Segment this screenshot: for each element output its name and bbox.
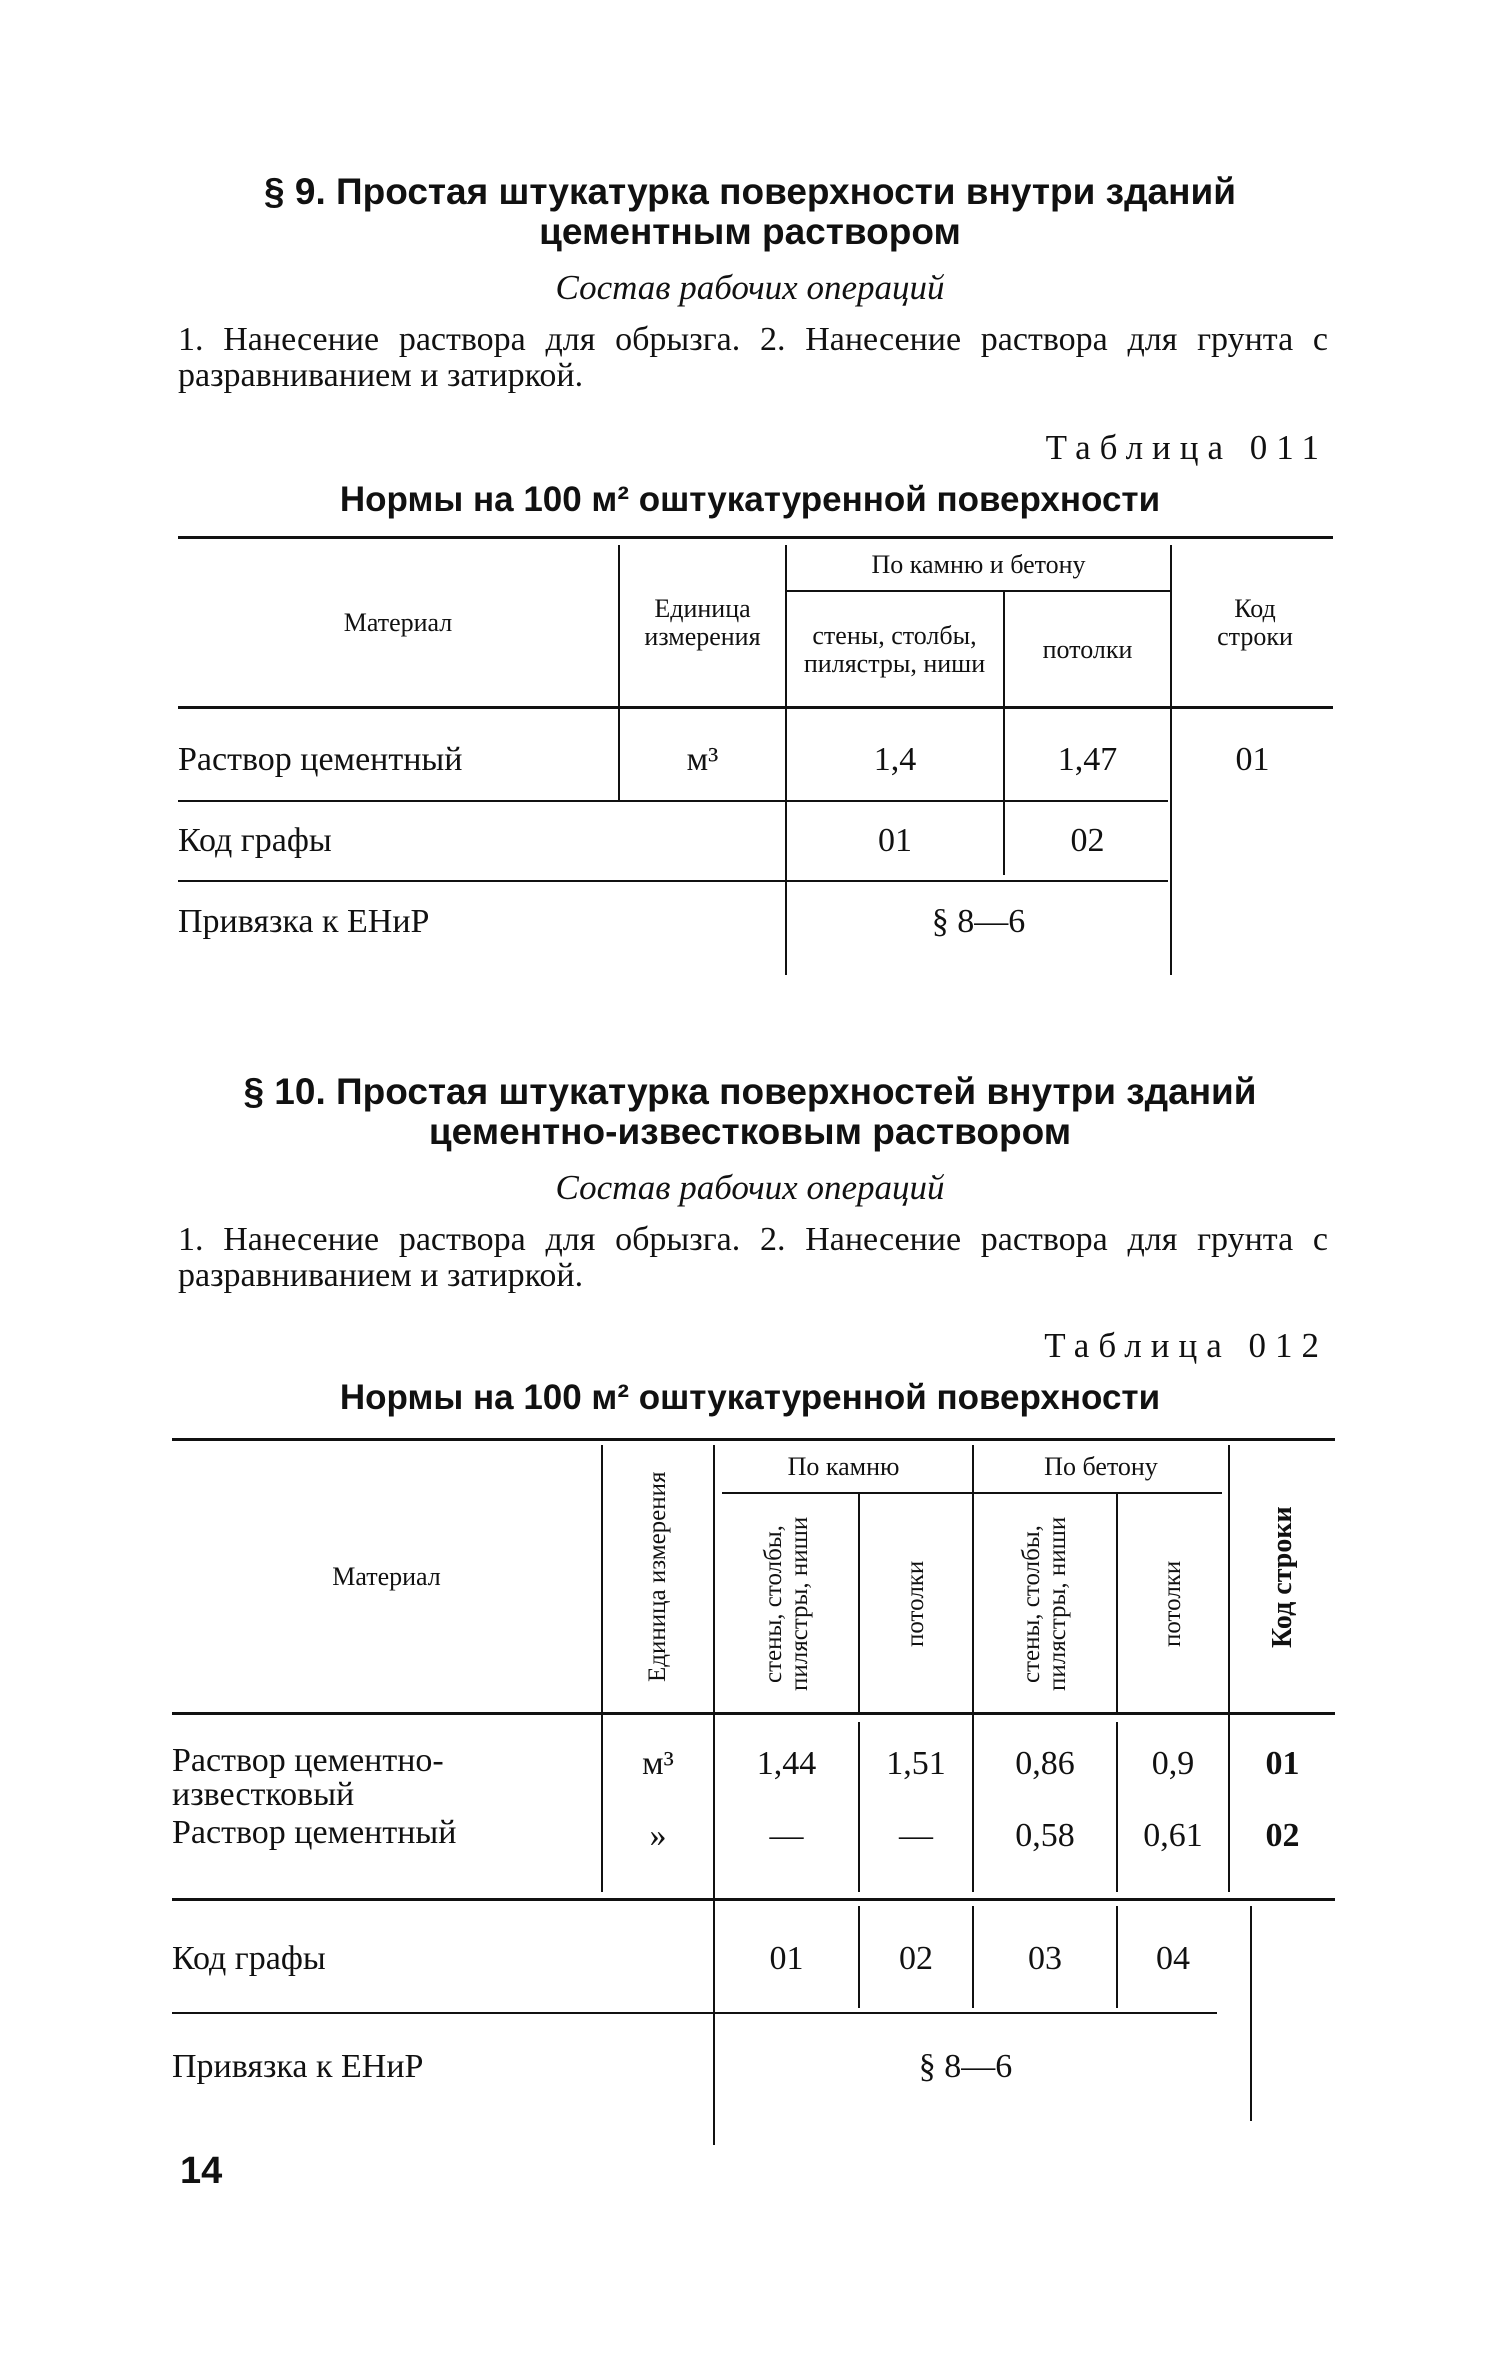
section-9-title [180,172,1320,252]
section-10-ops-text: 1. Нанесение раствора для обрызга. 2. Нанесение раствора для грунта с разравниванием и затиркой. [178,1221,1328,1294]
section-10-title-line2: цементно-известковым раствором [428,1111,1072,1152]
table-012-header-stone-ceilings-text: потолки [902,1560,929,1648]
table-012-row2-unit: » [649,1817,667,1854]
section-9-title-line2: цементным раствором [539,211,961,252]
table-011-link-value: § 8—6 [931,903,1026,940]
table-012-row1-unit: м³ [642,1745,674,1782]
table-011-row1-unit: м³ [686,741,719,778]
table-012-link-label: Привязка к ЕНиР [172,2048,424,2085]
table-012-header-stone-walls [715,1496,858,1712]
section-9-ops-heading: Состав рабочих операций [555,268,945,307]
table-012-header-group-concrete: По бетону [1044,1452,1158,1481]
table-012-row2-stone-walls: — [769,1817,804,1854]
table-011-row1-ceilings: 1,47 [1057,741,1118,778]
table-012-graph-code-label: Код графы [172,1940,326,1977]
table-012-header-unit-text: Единица измерения [644,1471,671,1683]
table-011-row1-code: 01 [1235,741,1270,778]
table-012-row2-concrete-walls: 0,58 [1015,1817,1075,1854]
table-012-header-group-stone: По камню [787,1452,900,1481]
table-011-header-ceilings: потолки [1042,635,1133,664]
table-012-header-stone-ceilings [860,1496,972,1712]
table-012-header-stone-walls-text: стены, столбы, пилястры, ниши [759,1516,813,1692]
table-012-header-concrete-ceilings [1118,1496,1228,1712]
table-012-graph-code-3: 03 [1028,1940,1062,1977]
table-012-row2-code: 02 [1265,1817,1300,1854]
table-011-header-unit: Единица измерения [644,594,761,651]
table-011-link-label: Привязка к ЕНиР [178,903,430,940]
section-9-ops-text: 1. Нанесение раствора для обрызга. 2. Нанесение раствора для грунта с разравниванием и затиркой. [178,321,1328,394]
table-011-title: Нормы на 100 м² оштукатуренной поверхности [339,480,1161,519]
table-012-header-unit [603,1442,713,1712]
table-012-header-code-text: Код строки [1266,1506,1298,1648]
table-012-row2-material: Раствор цементный [172,1814,457,1851]
table-012-graph-code-2: 02 [899,1940,933,1977]
table-012-header-concrete-ceilings-text: потолки [1159,1560,1186,1648]
table-011-header-material: Материал [343,608,453,637]
table-011-label: Таблица 011 [1045,428,1328,467]
table-012-header-material: Материал [332,1562,441,1591]
page-number: 14 [180,2150,223,2192]
table-012-link-value: § 8—6 [918,2048,1013,2085]
table-011-graph-code-1: 01 [878,822,912,859]
table-011-header-group: По камню и бетону [871,550,1086,579]
table-011-header-walls: стены, столбы, пилястры, ниши [803,621,986,678]
table-012-row2-concrete-ceilings: 0,61 [1143,1817,1203,1854]
table-011-graph-code-label: Код графы [178,822,332,859]
table-012-title: Нормы на 100 м² оштукатуренной поверхности [339,1378,1161,1417]
table-012-row1-concrete-ceilings: 0,9 [1151,1745,1195,1782]
table-012-header-concrete-walls [974,1496,1116,1712]
table-012-row1-code: 01 [1265,1745,1300,1782]
table-011-header-code: Код строки [1217,594,1293,651]
table-012-graph-code-1: 01 [769,1940,804,1977]
table-011-graph-code-2: 02 [1070,822,1105,859]
table-012-row1-concrete-walls: 0,86 [1015,1745,1075,1782]
table-012-header-code [1230,1442,1335,1712]
table-012-row2-stone-ceilings: — [899,1817,933,1854]
table-012-row1-stone-ceilings: 1,51 [886,1745,946,1782]
section-9-title-line1: § 9. Простая штукатурка поверхности внутри зданий [264,171,1236,212]
section-10-title-line1: § 10. Простая штукатурка поверхностей внутри зданий [243,1071,1257,1112]
table-012-graph-code-4: 04 [1156,1940,1190,1977]
table-011-row1-material: Раствор цементный [178,741,463,778]
section-10-ops-heading: Состав рабочих операций [555,1168,945,1207]
table-012-header-concrete-walls-text: стены, столбы, пилястры, ниши [1018,1516,1071,1692]
section-10-title [180,1072,1320,1152]
table-012-row1-stone-walls: 1,44 [756,1745,817,1782]
table-012-row1-material: Раствор цементно-известковый [172,1742,444,1813]
table-012-label: Таблица 012 [1044,1326,1328,1365]
table-011-row1-walls: 1,4 [873,741,917,778]
